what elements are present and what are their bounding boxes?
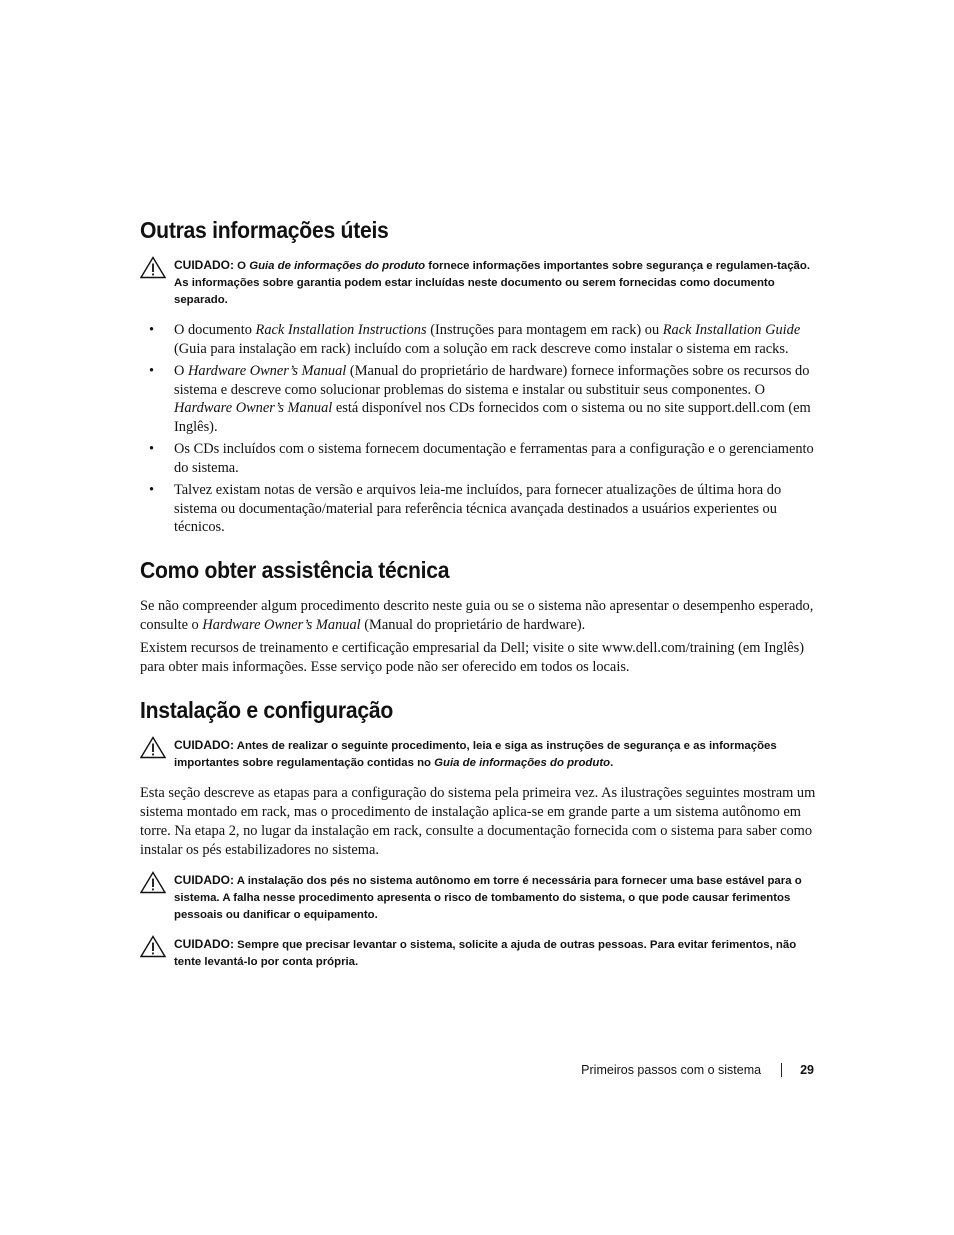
list-text: (em Inglês). (174, 400, 811, 435)
list-text: Os CDs incluídos com o sistema fornecem documentação e ferramentas para a configuração e o gerenciamento do sistema. (174, 441, 814, 476)
list-text: (Guia para instalação em rack) incluído com a solução em rack descreve como instalar o sistema em racks. (174, 340, 789, 357)
bullet-glyph: • (149, 482, 155, 498)
list-text: está disponível nos CDs fornecidos com o sistema ou no site (332, 400, 689, 416)
list-text: Talvez existam notas de versão e arquivos leia-me incluídos, para fornecer atualizações de última hora do sistema ou documentação/material para referência técnica avançada destinados a usuários experientes ou técnicos. (174, 482, 782, 535)
doc-title-hardware-manual: Hardware Owner’s Manual (202, 616, 361, 633)
list-text: (Instruções para montagem em rack) ou (426, 322, 663, 338)
caution-label: CUIDADO: (174, 872, 234, 887)
support-paragraph-manual (140, 597, 816, 635)
warning-triangle-icon (140, 871, 166, 894)
training-site-link[interactable]: www.dell.com/training (601, 639, 735, 656)
doc-title-rack-guide: Rack Installation Guide (662, 322, 801, 338)
caution-text: Sempre que precisar levantar o sistema, solicite a ajuda de outras pessoas. Para evitar ferimentos, não tente levantá-lo por conta própria. (174, 938, 797, 968)
caution-text-post: . (610, 756, 614, 769)
list-text: O (174, 363, 188, 379)
footer-chapter-title: Primeiros passos com o sistema (581, 1063, 762, 1077)
caution-text-guide-title: Guia de informações do produto (434, 756, 611, 769)
bullet-glyph: • (149, 322, 155, 338)
list-item (140, 321, 816, 358)
section-title-useful-info: Outras informações úteis (140, 217, 389, 243)
body-text: (Manual do proprietário de hardware). (360, 616, 586, 633)
caution-notice-safety-instructions (140, 737, 816, 772)
doc-title-hardware-manual: Hardware Owner’s Manual (188, 363, 347, 379)
list-item (140, 362, 816, 436)
bullet-glyph: • (149, 441, 155, 457)
caution-notice-tower-feet (140, 872, 816, 924)
installation-description: Esta seção descreve as etapas para a configuração do sistema pela primeira vez. As ilustrações seguintes mostram um sistema montado em rack, mas o procedimento de instalação aplica-se em grande parte a um sistema autônomo em torre. Na etapa 2, no lugar da instalação em rack, consulte a documentação fornecida com o sistema para saber como instalar os pés estabilizadores no sistema. (140, 784, 816, 858)
footer-divider (781, 1063, 782, 1077)
caution-label: CUIDADO: (174, 737, 234, 752)
caution-text: A instalação dos pés no sistema autônomo em torre é necessária para fornecer uma base estável para o sistema. A falha nesse procedimento apresenta o risco de tombamento do sistema, o que pode causar ferimentos pessoais ou danificar o equipamento. (174, 874, 802, 921)
caution-label: CUIDADO: (174, 258, 234, 272)
bullet-glyph: • (149, 363, 155, 379)
list-item (140, 440, 816, 477)
caution-text-pre: Antes de realizar o seguinte procedimento, leia e siga as instruções de segurança e as informações importantes sobre regulamentação contidas no (174, 739, 777, 769)
section-title-installation: Instalação e configuração (140, 696, 393, 723)
warning-triangle-icon (140, 935, 166, 958)
caution-notice-product-guide (140, 257, 816, 309)
body-text: Existem recursos de treinamento e certificação empresarial da Dell; visite o site (140, 639, 602, 656)
caution-notice-lifting (140, 936, 816, 971)
list-text: O documento (174, 322, 256, 338)
list-text: (Manual do proprietário de hardware) fornece informações sobre os recursos do sistema e descreve como solucionar problemas do sistema e instalar ou substituir seus componentes. O (174, 363, 810, 398)
page-footer (581, 1060, 814, 1080)
page-content (140, 215, 816, 983)
page-number: 29 (800, 1063, 814, 1077)
warning-triangle-icon (140, 256, 166, 279)
body-text: (em Inglês) para obter mais informações. Esse serviço pode não ser oferecido em todos os locais. (140, 639, 805, 675)
support-paragraph-training (140, 639, 816, 677)
useful-info-list (140, 321, 816, 537)
section-title-tech-support: Como obter assistência técnica (140, 556, 450, 583)
caution-text-pre: O (234, 260, 250, 272)
doc-title-rack-instructions: Rack Installation Instructions (255, 322, 427, 338)
list-item (140, 481, 816, 537)
caution-label: CUIDADO: (174, 936, 234, 951)
doc-title-hardware-manual: Hardware Owner’s Manual (174, 400, 333, 416)
warning-triangle-icon (140, 736, 166, 759)
caution-text-guide-title: Guia de informações do produto (249, 260, 426, 272)
caution-text-post: fornece informações importantes sobre segurança e regulamen-tação. As informações sobre garantia podem estar incluídas neste documento ou serem fornecidas como documento separado. (174, 260, 811, 306)
body-text: Se não compreender algum procedimento descrito neste guia ou se o sistema não apresentar o desempenho esperado, consulte o (140, 597, 814, 633)
support-site-link[interactable]: support.dell.com (688, 400, 785, 416)
